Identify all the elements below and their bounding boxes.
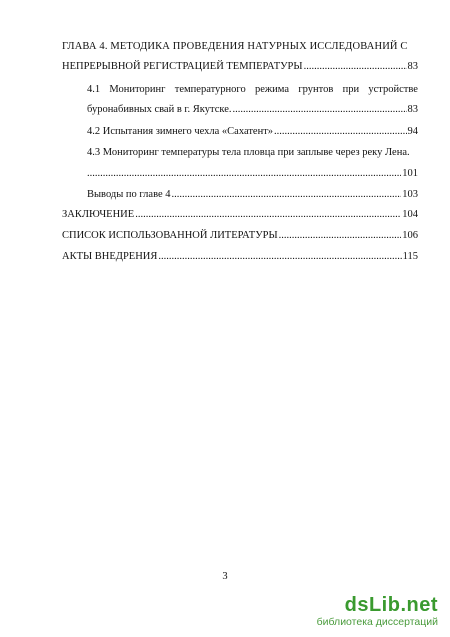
toc-word: режима	[255, 84, 290, 95]
toc-entry-section-4-3[interactable]	[87, 165, 418, 183]
toc-entry-section-4-1[interactable]	[87, 101, 418, 119]
toc-entry-label: ГЛАВА 4. МЕТОДИКА ПРОВЕДЕНИЯ НАТУРНЫХ ИССЛЕДОВАНИЙ С	[62, 41, 408, 52]
toc-entry-label: АКТЫ ВНЕДРЕНИЯ	[62, 251, 158, 262]
watermark-logo: dsLib.net	[344, 594, 438, 616]
toc-entry-implementation-acts[interactable]	[62, 248, 418, 266]
toc-entry-label: буронабивных свай в г. Якутске.	[87, 104, 232, 115]
toc-entry-label: НЕПРЕРЫВНОЙ РЕГИСТРАЦИЕЙ ТЕМПЕРАТУРЫ	[62, 61, 303, 72]
toc-entry-page: 83	[407, 61, 418, 72]
toc-entry-page: 104	[402, 209, 418, 220]
page-number: 3	[222, 571, 228, 582]
dot-leader	[279, 227, 402, 245]
toc-entry-section-4-3-line1	[87, 144, 418, 162]
watermark-tagline: библиотека диссертаций	[316, 616, 438, 628]
dot-leader	[87, 165, 401, 183]
toc-entry-page: 94	[407, 126, 418, 137]
toc-entry-label: 4.2 Испытания зимнего чехла «Сахатент»	[87, 126, 274, 137]
toc-entry-section-4-1-line1	[87, 81, 418, 99]
dot-leader	[233, 101, 407, 119]
toc-entry-page: 83	[407, 104, 418, 115]
dot-leader	[135, 206, 401, 224]
dot-leader	[304, 58, 407, 76]
toc-entry-label: СПИСОК ИСПОЛЬЗОВАННОЙ ЛИТЕРАТУРЫ	[62, 230, 278, 241]
toc-entry-chapter4-title-line1	[62, 38, 418, 56]
toc-word: Мониторинг	[109, 84, 166, 95]
toc-word: 4.1	[87, 84, 101, 95]
toc-entry-section-4-2[interactable]	[87, 123, 418, 141]
toc-word: грунтов	[298, 84, 334, 95]
toc-entry-label	[87, 81, 418, 99]
toc-entry-page: 103	[402, 189, 418, 200]
toc-entry-conclusions-chapter4[interactable]	[87, 186, 418, 204]
dot-leader	[274, 123, 406, 141]
toc-word: при	[342, 84, 360, 95]
toc-entry-chapter4[interactable]	[62, 58, 418, 76]
watermark[interactable]	[317, 594, 438, 629]
toc-entry-page: 101	[402, 168, 418, 179]
toc-entry-page: 106	[402, 230, 418, 241]
toc-word: температурного	[174, 84, 246, 95]
dot-leader	[158, 248, 401, 266]
dot-leader	[172, 186, 402, 204]
toc-entry-page: 115	[402, 251, 418, 262]
toc-word: устройстве	[368, 84, 418, 95]
toc-entry-label: ЗАКЛЮЧЕНИЕ	[62, 209, 135, 220]
toc-entry-label: Выводы по главе 4	[87, 189, 171, 200]
toc-entry-label: 4.3 Мониторинг температуры тела пловца при заплыве через реку Лена.	[87, 147, 410, 158]
toc-entry-conclusion[interactable]	[62, 206, 418, 224]
toc-entry-references[interactable]	[62, 227, 418, 245]
